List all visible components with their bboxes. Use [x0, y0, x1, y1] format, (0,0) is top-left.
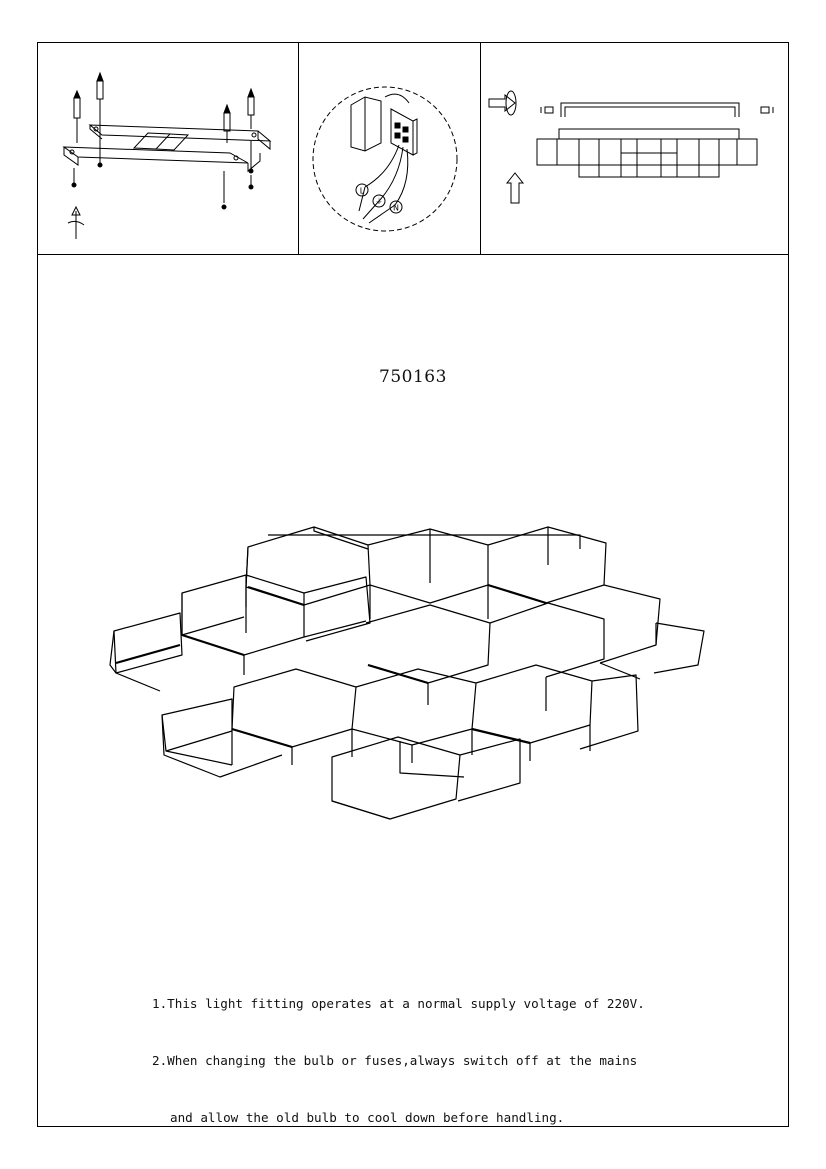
safety-notes	[152, 956, 645, 1146]
earth-label: ⏚	[375, 197, 383, 206]
panel-divider-horizontal	[37, 254, 789, 255]
mounting-bracket-diagram	[38, 43, 298, 254]
ceiling-lamp-illustration	[100, 515, 710, 829]
note-1: 1.This light fitting operates at a normal supply voltage of 220V.	[152, 996, 645, 1011]
note-2: 2.When changing the bulb or fuses,always switch off at the mains	[152, 1053, 638, 1068]
installation-diagram	[481, 43, 788, 254]
note-2-continued: and allow the old bulb to cool down before handling.	[170, 1110, 565, 1125]
wiring-diagram	[299, 43, 480, 254]
live-label: L	[359, 186, 365, 196]
neutral-label: N	[393, 203, 399, 213]
model-number: 750163	[379, 367, 447, 387]
